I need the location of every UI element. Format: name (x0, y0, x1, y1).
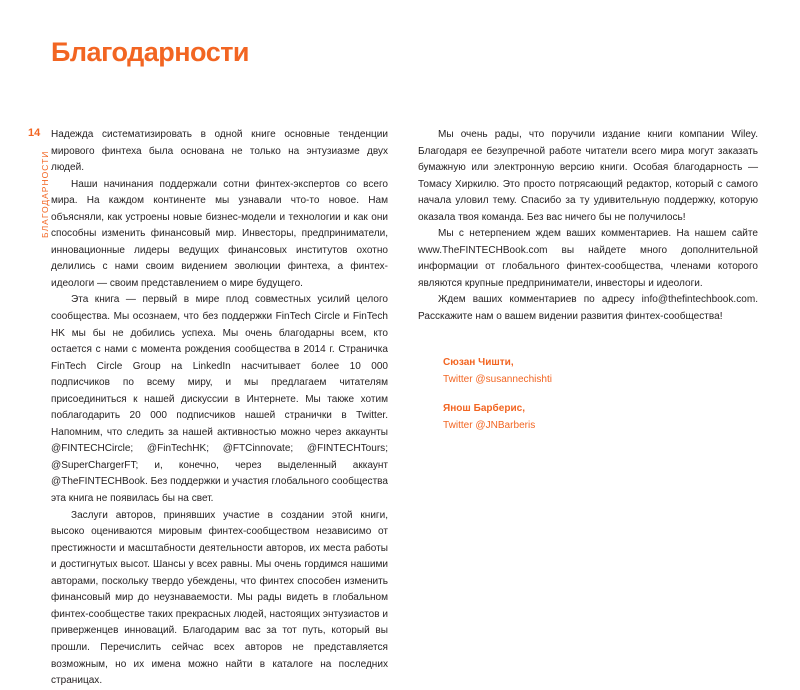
paragraph: Надежда систематизировать в одной книге основные тенденции мирового финтеха была основана не только на энтузиазме двух людей. (51, 129, 388, 174)
left-column (51, 127, 388, 690)
running-head-text: БЛАГОДАРНОСТИ (40, 150, 50, 238)
paragraph: Ждем ваших комментариев по адресу info@thefintechbook.com. Расскажите нам о вашем видении развития финтех-сообщества! (418, 294, 758, 323)
right-column (418, 127, 758, 326)
signature-name: Янош Барберис, (443, 403, 526, 414)
page-number: 14 (28, 127, 41, 139)
signature-susanne (443, 355, 552, 388)
signature-name: Сюзан Чишти, (443, 357, 514, 368)
paragraph: Заслуги авторов, принявших участие в создании этой книги, высоко оцениваются мировым финтех-сообществом независимо от престижности и масштабности деятельности авторов, их места работы и достигнутых высот. Шансы у всех равны. Мы очень гордимся нашими авторами, поскольку твердо убеждены, что финтех способен изменить финансовый мир до неузнаваемости. Мы рады видеть в глобальном финтех-сообществе таких прекрасных людей, настоящих энтузиастов и приверженцев инноваций. Благодарим вас за тот путь, который вы прошли. Перечислить сейчас всех авторов не представляется возможным, но их имена можно найти в каталоге на последних страницах. (51, 509, 388, 687)
paragraph: Мы с нетерпением ждем ваших комментариев. На нашем сайте www.TheFINTECHBook.com вы найдете много дополнительной информации от глобального финтех-сообщества, членами которого являются крупные предприниматели, инвесторы и идеологи. (418, 228, 758, 289)
signature-janos (443, 401, 535, 434)
running-head (39, 150, 51, 240)
twitter-handle: Twitter @JNBarberis (443, 419, 536, 431)
paragraph: Мы очень рады, что поручили издание книги компании Wiley. Благодаря ее безупречной работе читатели всего мира могут заказать бумажную или электронную версию книги. Особая благодарность — Томасу Хиркилю. Это просто потрясающий редактор, который с самого начала уловил тему. Спасибо за ту удивительную поддержку, которую оказала твоя команда. Без вас ничего бы не получилось! (418, 129, 758, 223)
twitter-handle: Twitter @susannechishti (443, 373, 553, 385)
paragraph: Наши начинания поддержали сотни финтех-экспертов со всего мира. На каждом континенте мы узнавали что-то новое. Нам объясняли, как устроены новые бизнес-модели и технологии и как они способны изменить финансовый мир. Инвесторы, предприниматели, инновационные лидеры ведущих финансовых институтов охотно делились с нами своим видением эволюции финтеха, а финтех-идеологи — своим представлением о мире будущего. (51, 178, 388, 289)
page-title: Благодарности (51, 37, 250, 67)
paragraph: Эта книга — первый в мире плод совместных усилий целого сообщества. Мы осознаем, что без поддержки FinTech Circle и FinTech HK мы бы не добились успеха. Мы очень благодарны всем, кто остается с нами с момента рождения сообщества в 2014 г. Страничка FinTech Circle Group на LinkedIn насчитывает более 10 000 подписчиков по всему миру, и мы предлагаем читателям присоединиться к нашей дискуссии в Интернете. Мы также хотим поблагодарить 20 000 подписчиков нашей странички в Twitter. Напомним, что следить за нашей активностью можно через аккаунты @FINTECHCircle; @FinTechHK; @FTCinnovate; @FINTECHTours; @SuperChargerFT; и, конечно, через выделенный аккаунт @TheFINTECHBook. Без поддержки и участия глобального сообщества эта книга не появилась бы на свет. (51, 294, 388, 505)
